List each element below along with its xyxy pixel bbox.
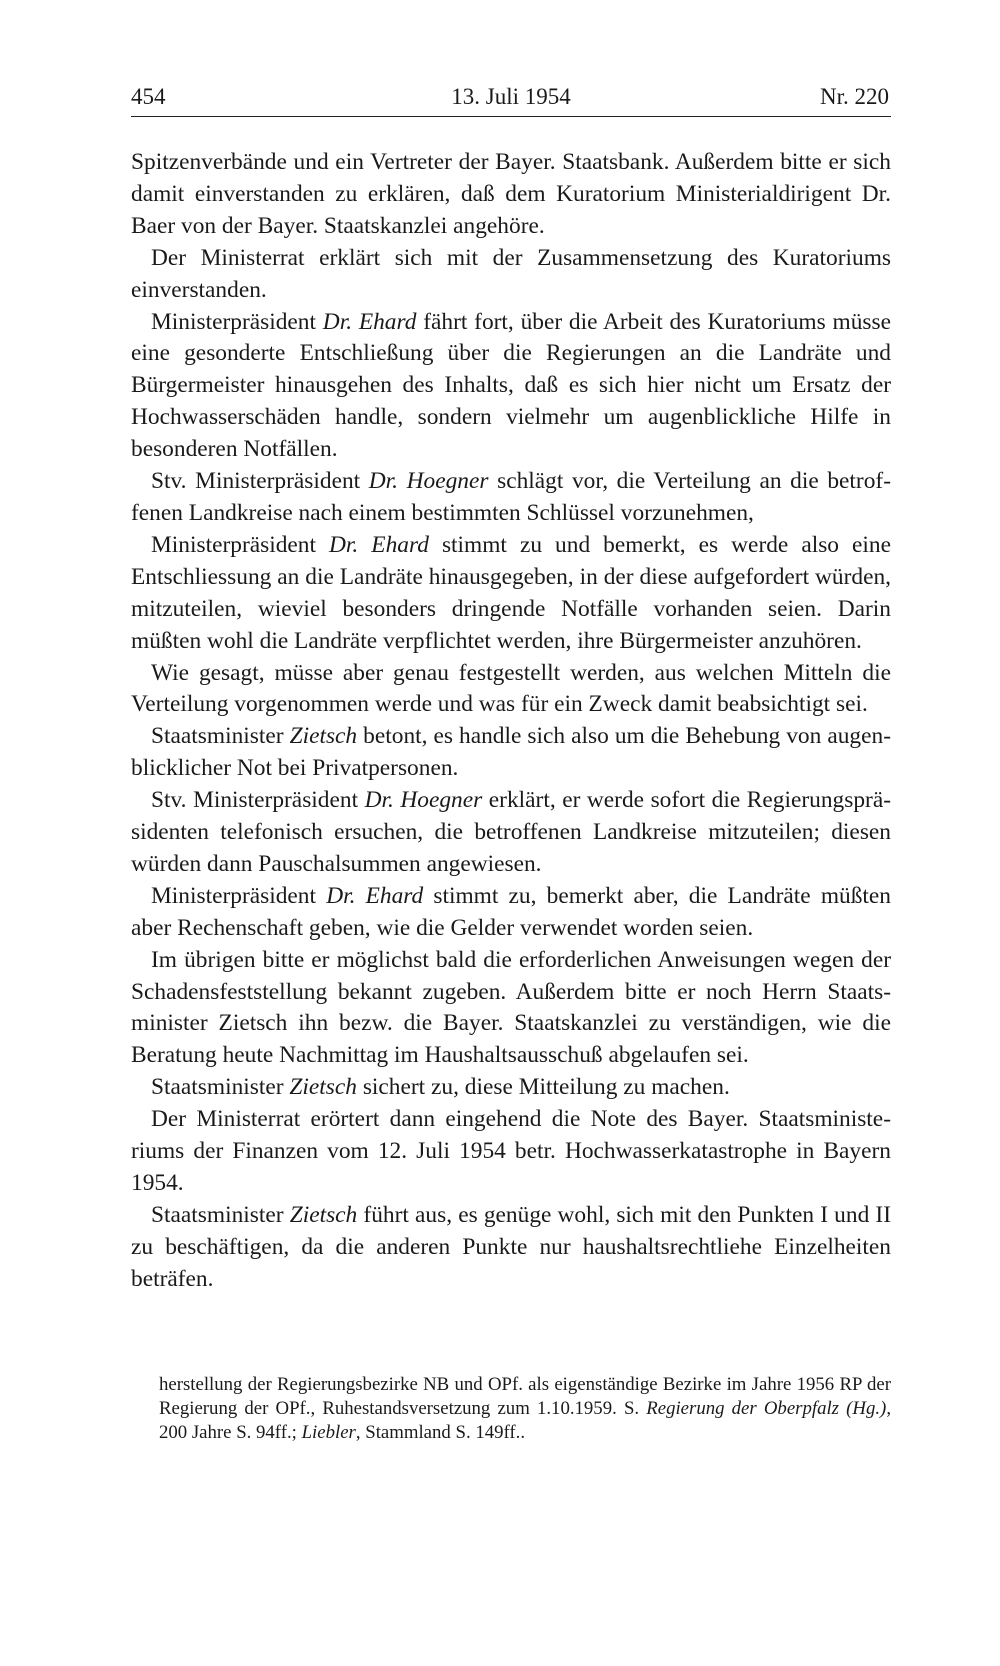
body-paragraph xyxy=(131,466,891,530)
text-segment: Stv. Ministerpräsident xyxy=(151,787,365,814)
text-segment: erklärt, er werde sofort die Regierungspräsidenten telefonisch ersuchen, die betroffenen Landkreise mitzuteilen; diesen würden dann Pauschalsummen angewiesen. xyxy=(131,787,891,877)
text-segment: herstellung der Regierungsbezirke NB und OPf. als eigenständige Bezirke im Jahre 1956 RP der Regierung der OPf., Ruhestandsversetzung zum 1.10.1959. S. xyxy=(159,1374,891,1420)
text-segment: Staatsminister xyxy=(151,1201,290,1228)
italic-name: Dr. Ehard xyxy=(322,308,417,335)
text-segment: Staatsminister xyxy=(151,723,290,750)
text-segment: Staatsminister xyxy=(151,1074,290,1101)
italic-name: Dr. Ehard xyxy=(326,882,424,909)
body-paragraph xyxy=(131,307,891,467)
body-paragraph xyxy=(131,785,891,881)
body-paragraph xyxy=(131,658,891,722)
text-segment: Der Ministerrat erklärt sich mit der Zusammensetzung des Kuratoriums einverstanden. xyxy=(131,244,891,303)
body-paragraph xyxy=(131,1200,891,1296)
body-paragraph xyxy=(131,721,891,785)
body-paragraph xyxy=(131,881,891,945)
body-paragraph xyxy=(131,530,891,658)
text-segment: führt aus, es genüge wohl, sich mit den Punkten I und II zu beschäftigen, da die anderen Punkte nur haushaltsrechtliehe Einzelheiten beträfen. xyxy=(131,1201,891,1292)
text-segment: Der Ministerrat erörtert dann eingehend die Note des Bayer. Staatsministeriums der Finanzen vom 12. Juli 1954 betr. Hochwasserkatastrophe in Bayern 1954. xyxy=(131,1106,891,1196)
text-segment: stimmt zu, bemerkt aber, die Landräte müßten aber Rechenschaft geben, wie die Gelder verwendet worden seien. xyxy=(131,882,891,941)
text-segment: fährt fort, über die Arbeit des Kuratoriums müsse eine gesonderte Entschließung über die Regierungen an die Landräte und Bürgermeister hinausgehen des Inhalts, daß es sich hier nicht um Ersatz der Hochwasserschäden handle, sondern vielmehr um augenblickliche Hilfe in besonderen Notfällen. xyxy=(131,308,891,463)
text-segment: , Stammland S. 149ff.. xyxy=(355,1422,526,1444)
document-number: Nr. 220 xyxy=(820,84,889,109)
text-segment: stimmt zu und bemerkt, es werde also eine Entschliessung an die Landräte hinausgegeben, in der diese aufgefordert würden, mitzuteilen, wieviel besonders dringende Notfälle vorhanden seien. Darin müßten wohl die Landräte verpflichtet werden, ihre Bürgermeister anzuhören. xyxy=(131,531,891,654)
text-segment: Ministerpräsident xyxy=(151,882,327,909)
italic-name: Zietsch xyxy=(289,1201,358,1228)
italic-name: Zietsch xyxy=(289,723,358,750)
body-paragraph xyxy=(131,243,891,307)
text-segment: Ministerpräsident xyxy=(151,531,330,558)
italic-name: Dr. Ehard xyxy=(329,531,429,558)
running-head-date: 13. Juli 1954 xyxy=(451,84,571,109)
italic-name: Dr. Hoegner xyxy=(364,787,483,814)
footnote xyxy=(159,1373,891,1446)
text-segment: Spitzenverbände und ein Vertreter der Bayer. Staatsbank. Außerdem bitte er sich damit einverstanden zu erklären, daß dem Kuratorium Ministerialdirigent Dr. Baer von der Bayer. Staatskanzlei angehöre. xyxy=(131,149,891,239)
body-paragraph xyxy=(131,1072,891,1104)
italic-name: Regierung der Oberpfalz (Hg.) xyxy=(646,1398,887,1420)
page-number: 454 xyxy=(131,84,166,109)
text-segment: Wie gesagt, müsse aber genau festgestellt werden, aus welchen Mitteln die Verteilung vorgenommen werde und was für ein Zweck damit beabsichtigt sei. xyxy=(131,659,891,718)
text-segment: Im übrigen bitte er möglichst bald die erforderlichen Anweisungen wegen der Schadensfeststellung bekannt zugeben. Außerdem bitte er noch Herrn Staatsminister Zietsch ihn bezw. die Bayer. Staatskanzlei zu verständigen, wie die Beratung heute Nachmittag im Haushaltsausschuß abgelaufen sei. xyxy=(131,946,891,1069)
body-paragraph xyxy=(131,1104,891,1200)
text-segment: sichert zu, diese Mitteilung zu machen. xyxy=(356,1074,730,1101)
italic-name: Zietsch xyxy=(289,1074,357,1101)
running-head xyxy=(131,82,891,117)
text-segment: betont, es handle sich also um die Behebung von augenblicklicher Not bei Privatpersonen. xyxy=(131,723,891,782)
text-segment: Ministerpräsident xyxy=(151,308,323,335)
italic-name: Dr. Hoegner xyxy=(368,468,489,495)
text-segment: Stv. Ministerpräsident xyxy=(151,468,369,495)
body-paragraph xyxy=(131,147,891,243)
text-segment: , 200 Jahre S. 94ff.; xyxy=(159,1398,892,1444)
body-paragraph xyxy=(131,945,891,1073)
italic-name: Liebler xyxy=(301,1422,356,1444)
body-text xyxy=(131,147,891,1296)
text-segment: schlägt vor, die Verteilung an die betroffenen Landkreise nach einem bestimmten Schlüssel vorzunehmen, xyxy=(131,468,891,526)
footnote-paragraph xyxy=(159,1373,891,1446)
